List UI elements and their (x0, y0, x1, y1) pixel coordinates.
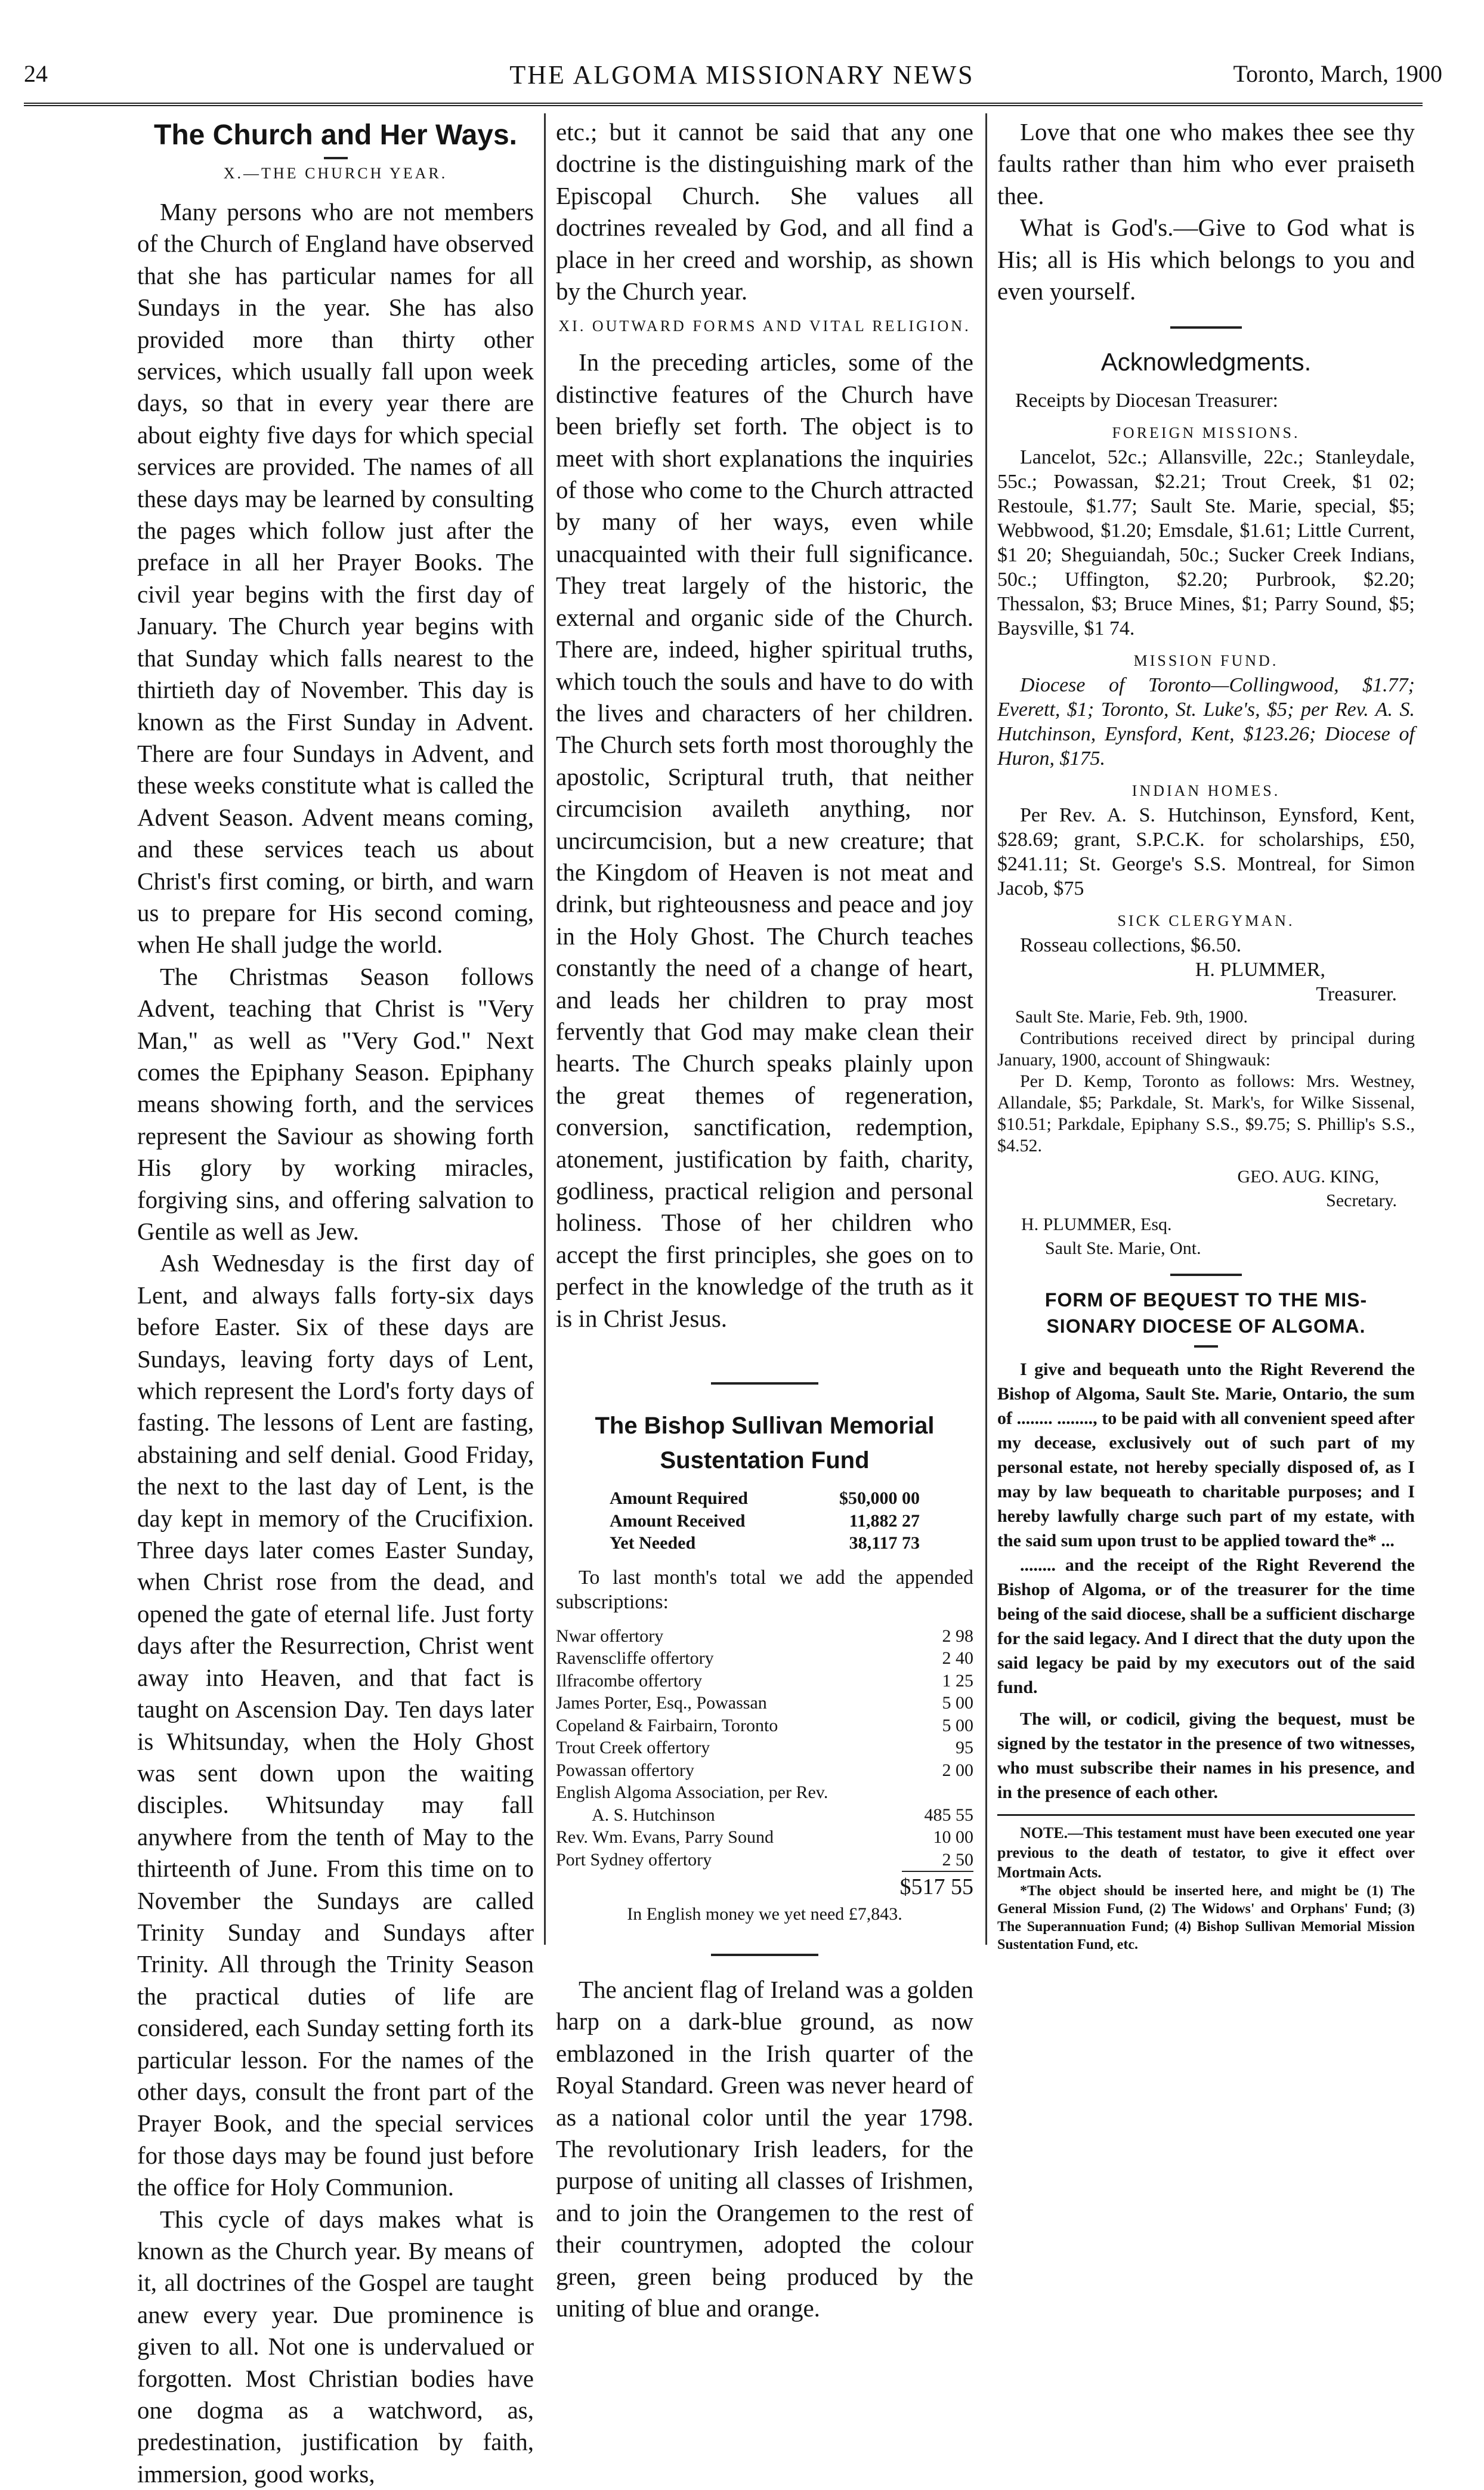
subscriptions-table (556, 1625, 973, 1873)
paragraph: The Christmas Season follows Advent, teaching that Christ is "Very Man," as well as "Very God." Next comes the Epiphany Season. Epiphany means showing forth, and the services represent the Saviour as showing forth His glory by working miracles, forgiving sins, and offering salvation to Gentile as well as Jew. (137, 962, 534, 1245)
paragraph: The ancient flag of Ireland was a golden harp on a dark-blue ground, as now emblazoned in the Irish quarter of the Royal Standard. Green was never heard of as a national color until the year 1798. The revolutionary Irish leaders, for the purpose of uniting all classes of Irishmen, and to join the Orangemen to the rest of their countrymen, adopted the colour green, green being produced by the uniting of blue and orange. (556, 1976, 973, 2322)
note: NOTE.—This testament must have been executed one year previous to the death of testator, to give it effect over Mortmain Acts. (997, 1824, 1415, 1882)
section-rule (1170, 1274, 1242, 1276)
paragraph: In the preceding articles, some of the distinctive features of the Church have been briefly set forth. The object is to meet with short explanations the inquiries of those who come to the Church attracted by many of her ways, even while unacquainted with their full significance. They treat largely of the historic, the external and organic side of the Church. There are, indeed, higher spiritual truths, which touch the souls and have to do with the lives and characters of her children. The Church sets forth most thoroughly the apostolic, Scriptural truth, that neither circumcision availeth anything, nor uncircumcision, but a new creature; that the Kingdom of Heaven is not meat and drink, but righteousness and peace and joy in the Holy Ghost. The Church teaches constantly the need of a change of heart, and leads her children to pray most fervently that God may make clean their hearts. The Church speaks plainly upon the great themes of regeneration, conversion, sanctification, redemption, atonement, justification by faith, charity, godliness, practical religion and personal holiness. Those of her children who accept the first principles, she goes on to perfect in the knowledge of the truth as it is in Christ Jesus. (556, 348, 973, 1332)
section-heading: SICK CLERGYMAN. (1117, 912, 1295, 930)
note-rule (997, 1814, 1415, 1816)
subscription-row: A. S. Hutchinson 485 55 (592, 1805, 973, 1825)
section-subtitle: X.—THE CHURCH YEAR. (223, 165, 448, 182)
acknowledgment-entry: Lancelot, 52c.; Allansville, 22c.; Stanleydale, 55c.; Powassan, $2.21; Trout Creek, $1 02; Restoule, $1.77; Sault Ste. Marie, special, $5; Webbwood, $1.20; Emsdale, $1.61; Little Current, $1 20; Sheguiandah, 50c.; Sucker Creek Indians, 50c.; Uffington, $2.20; Purbrook, $2.20; Thessalon, $3; Bruce Mines, $1; Parry Sound, $5; Baysville, $1 74. (997, 446, 1415, 640)
signature-name: GEO. AUG. KING, (1237, 1167, 1379, 1187)
section-heading: MISSION FUND. (1133, 652, 1279, 670)
article-title: The Church and Her Ways. (154, 119, 517, 151)
address-line: Sault Ste. Marie, Ont. (1045, 1238, 1201, 1259)
bequest-title: FORM OF BEQUEST TO THE MIS- (1044, 1289, 1368, 1311)
acknowledgment-entry: Diocese of Toronto—Collingwood, $1.77; Everett, $1; Toronto, St. Luke's, $5; per Rev. A. S. Hutchinson, Eynsford, Kent, $123.26; Diocese of Huron, $175. (997, 674, 1415, 770)
receipts-line: Receipts by Diocesan Treasurer: (1015, 390, 1278, 412)
paragraph: This cycle of days makes what is known as the Church year. By means of it, all doctrines of the Gospel are taught anew every year. Due prominence is given to all. Not one is undervalued or forgotten. Most Christian bodies have one dogma as a watchword, as, predestination, justification by faith, immersion, good works, (137, 2205, 534, 2488)
amount-row: Amount Received 11,882 27 (610, 1510, 920, 1531)
subscription-row: James Porter, Esq., Powassan 5 00 (556, 1693, 973, 1713)
column-1 (137, 116, 534, 2490)
subscription-row: Ravenscliffe offertory 2 40 (556, 1648, 973, 1669)
subscription-row: Nwar offertory 2 98 (556, 1626, 973, 1646)
acknowledgments-title: Acknowledgments. (1100, 348, 1312, 376)
paragraph: Ash Wednesday is the first day of Lent, and always falls forty-six days before Easter. Six of these days are Sundays, leaving forty days of Lent, which represent the Lord's forty days of fasting. The lessons of Lent are fasting, abstaining and self denial. Good Friday, the next to the last day of Lent, is the day kept in memory of the Crucifixion. Three days later comes Easter Sunday, when Christ rose from the dead, and opened the gate of eternal life. Just forty days after the Resurrection, Christ went away into Heaven, and that fact is taught on Ascension Day. Ten days later is Whitsunday, when the Holy Ghost was sent down upon the waiting disciples. Whitsunday may fall anywhere from the tenth of May to the thirteenth of June. From this time on to November the Sundays are called Trinity Sunday and Sundays after Trinity. All through the Trinity Season the practical duties of life are considered, each Sunday setting forth its particular lesson. For the names of the other days, consult the front part of the Prayer Book, and the special services for those days may be found just before the office for Holy Communion. (137, 1249, 534, 2201)
paragraph: etc.; but it cannot be said that any one doctrine is the distinguishing mark of the Episcopal Church. She values all doctrines revealed by God, and all find a place in her creed and worship, as shown by the Church year. (556, 118, 973, 305)
section-heading: INDIAN HOMES. (1131, 782, 1281, 800)
signature-name: H. PLUMMER, (1195, 959, 1325, 981)
page-number: 24 (24, 60, 48, 87)
footnote: *The object should be inserted here, and might be (1) The General Mission Fund, (2) The Widows' and Orphans' Fund; (3) The Superannuation Fund; (4) Bishop Sullivan Memorial Mission Sustentation Fund, etc. (997, 1883, 1415, 1953)
section-heading: FOREIGN MISSIONS. (1112, 424, 1300, 442)
paragraph: Many persons who are not members of the Church of England have observed that she has particular names for all Sundays in the year. She has also provided more than thirty other services, which usually fall upon week days, so that in every year there are about eighty five days for which special services are provided. The names of all these days may be learned by consulting the pages which follow just after the preface in all her Prayer Books. The civil year begins with the first day of January. The Church year begins with that Sunday which falls nearest to the thirtieth day of November. This day is known as the First Sunday in Advent. There are four Sundays in Advent, and these weeks constitute what is called the Advent Season. Advent means coming, and these services teach us about Christ's first coming, or birth, and warn us to prepare for His second coming, when He shall judge the world. (137, 198, 534, 959)
header-rule (24, 103, 1423, 106)
section-rule (711, 1382, 818, 1385)
section-rule (711, 1954, 818, 1956)
subscription-row: Ilfracombe offertory 1 25 (556, 1670, 973, 1691)
column-2 (556, 116, 973, 2325)
column-3 (997, 116, 1415, 1954)
subscriptions-intro: To last month's total we add the appended subscriptions: (556, 1566, 973, 1613)
signature-role: Treasurer. (1316, 983, 1397, 1006)
bequest-text: I give and bequeath unto the Right Reverend the Bishop of Algoma, Sault Ste. Marie, Ontario, the sum of ........ ........, to be paid with all convenient speed after my decease, exclusively out of such part of my personal estate, not hereby specially disposed of, as I may by law bequeath to charitable purposes; and I hereby lawfully charge such part of my estate, with the said sum upon trust to be applied toward the* ... (997, 1360, 1415, 1551)
subscription-row: Powassan offertory 2 00 (556, 1760, 973, 1780)
fund-title: Sustentation Fund (660, 1447, 870, 1474)
contributions-list: Per D. Kemp, Toronto as follows: Mrs. Westney, Allandale, $5; Parkdale, St. Mark's, for Wilke Sissenal, $10.51; Parkdale, Epiphany S.S., $9.75; S. Phillip's S.S., $4.52. (997, 1071, 1415, 1156)
title-rule (1194, 1345, 1218, 1348)
fund-amounts (610, 1487, 920, 1555)
paragraph: What is God's.—Give to God what is His; all is His which belongs to you and even yourself. (997, 214, 1415, 305)
column-divider (544, 113, 546, 1945)
section-subtitle: XI. OUTWARD FORMS AND VITAL RELIGION. (558, 317, 971, 335)
signature-role: Secretary. (1326, 1191, 1397, 1211)
bequest-text: ........ and the receipt of the Right Reverend the Bishop of Algoma, or of the treasurer for the time being of the said diocese, shall be a sufficient discharge for the said legacy. And I direct that the duty upon the said legacy be paid by my executors out of the said fund. (997, 1555, 1415, 1698)
acknowledgment-entry: Rosseau collections, $6.50. (1020, 934, 1242, 957)
bequest-form (997, 1357, 1415, 1954)
publication-title: THE ALGOMA MISSIONARY NEWS (509, 60, 975, 89)
amount-row: Amount Required $50,000 00 (610, 1488, 920, 1509)
english-money-note: In English money we yet need £7,843. (627, 1904, 902, 1924)
fund-title: The Bishop Sullivan Memorial (595, 1413, 935, 1439)
acknowledgment-entry: Per Rev. A. S. Hutchinson, Eynsford, Kent, $28.69; grant, S.P.C.K. for scholarships, £50, $241.11; St. George's S.S. Montreal, for Simon Jacob, $75 (997, 804, 1415, 900)
subscriptions-total: $517 55 (899, 1874, 973, 1900)
amount-row: Yet Needed 38,117 73 (610, 1533, 920, 1553)
subscription-row: Rev. Wm. Evans, Parry Sound 10 00 (556, 1827, 973, 1848)
column-divider (985, 113, 987, 1945)
subscription-row: English Algoma Association, per Rev. (556, 1782, 828, 1803)
section-rule (1170, 326, 1242, 329)
subscription-row: Port Sydney offertory 2 50 (556, 1849, 973, 1872)
address-line: H. PLUMMER, Esq. (1021, 1215, 1172, 1235)
subscription-row: Copeland & Fairbairn, Toronto 5 00 (556, 1715, 973, 1735)
paragraph: Love that one who makes thee see thy faults rather than him who ever praiseth thee. (997, 118, 1415, 209)
contributions-note: Contributions received direct by principal during January, 1900, account of Shingwauk: (997, 1028, 1415, 1070)
subscription-row: Trout Creek offertory 95 (556, 1738, 973, 1758)
issue-date: Toronto, March, 1900 (1233, 60, 1442, 87)
bequest-instructions: The will, or codicil, giving the bequest, must be signed by the testator in the presence of two witnesses, who must subscribe their names in his presence, and in the presence of each other. (997, 1709, 1415, 1803)
bequest-title: SIONARY DIOCESE OF ALGOMA. (1046, 1315, 1366, 1337)
date-line: Sault Ste. Marie, Feb. 9th, 1900. (1015, 1007, 1248, 1027)
